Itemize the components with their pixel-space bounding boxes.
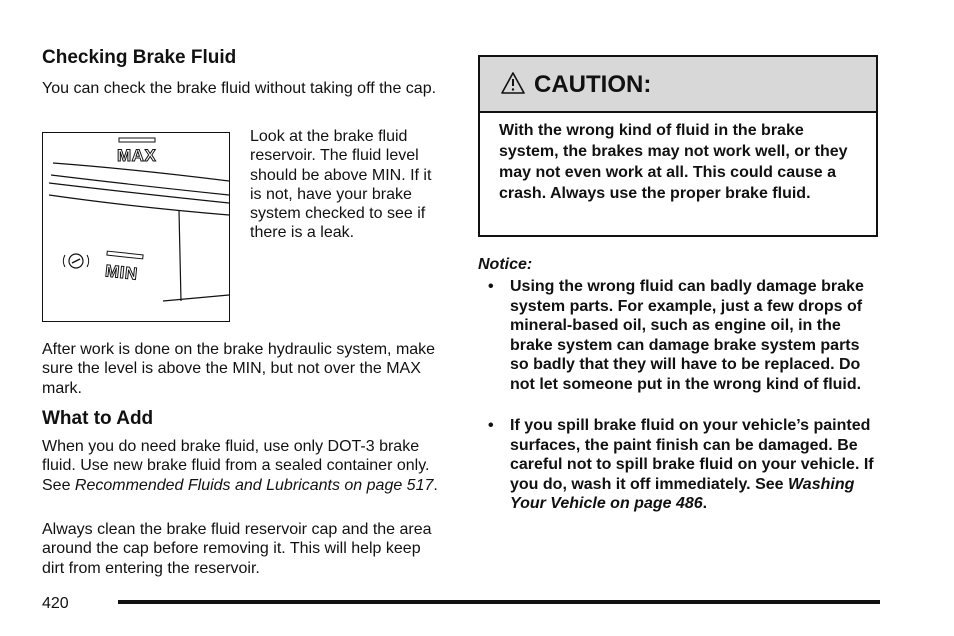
caution-box [478,55,878,237]
page-number: 420 [42,595,69,612]
clean-cap-paragraph: Always clean the brake fluid reservoir cap and the area around the cap before removing it. This will help keep dirt from entering the reservoir. [42,521,432,577]
warning-triangle-icon [501,72,525,94]
notice-label: Notice: [478,256,533,273]
intro-paragraph: You can check the brake fluid without taking off the cap. [42,80,437,97]
spill-text: If you spill brake fluid on your vehicle’s painted surfaces, the paint finish can be damaged. Be careful not to spill brake fluid on your vehicle. If you do, wash it off immediately. See [510,417,874,493]
footer-rule [118,600,880,604]
what-to-add-period: . [433,476,438,494]
figure-caption: Look at the brake fluid reservoir. The fluid level should be above MIN. If it is not, have your brake system checked to see if there is a leak. [250,128,432,242]
max-mark-label: MAX [117,146,157,165]
notice-item-text [510,416,880,514]
after-work-paragraph: After work is done on the brake hydraulic system, make sure the level is above the MIN, but not over the MAX mark. [42,341,436,397]
heading-what-to-add: What to Add [42,408,154,429]
caution-title: CAUTION: [534,71,652,98]
what-to-add-text: When you do need brake fluid, use only DOT-3 brake fluid. Use new brake fluid from a sealed container only. See [42,438,430,494]
bullet-dot: • [488,417,494,434]
caution-header [480,57,876,113]
brake-warning-symbol-icon [63,254,88,268]
recommended-fluids-reference: Recommended Fluids and Lubricants on page 517 [74,476,434,494]
caution-text: With the wrong kind of fluid in the brake system, the brakes may not work well, or they may not even work at all. This could cause a crash. Always use the proper brake fluid. [499,122,848,202]
bullet-dot: • [488,278,494,295]
brake-reservoir-figure [42,132,230,322]
heading-checking-brake-fluid: Checking Brake Fluid [42,47,237,68]
spill-period: . [702,495,708,512]
what-to-add-paragraph [42,437,446,495]
notice-item-text: Using the wrong fluid can badly damage brake system parts. For example, just a few drops of mineral-based oil, such as engine oil, in the brake system can damage brake system parts so badly that they will have to be replaced. Do not let someone put in the wrong kind of fluid. [510,278,864,393]
washing-vehicle-reference: Washing Your Vehicle on page 486 [510,475,855,512]
min-mark-label: MIN [104,261,139,284]
